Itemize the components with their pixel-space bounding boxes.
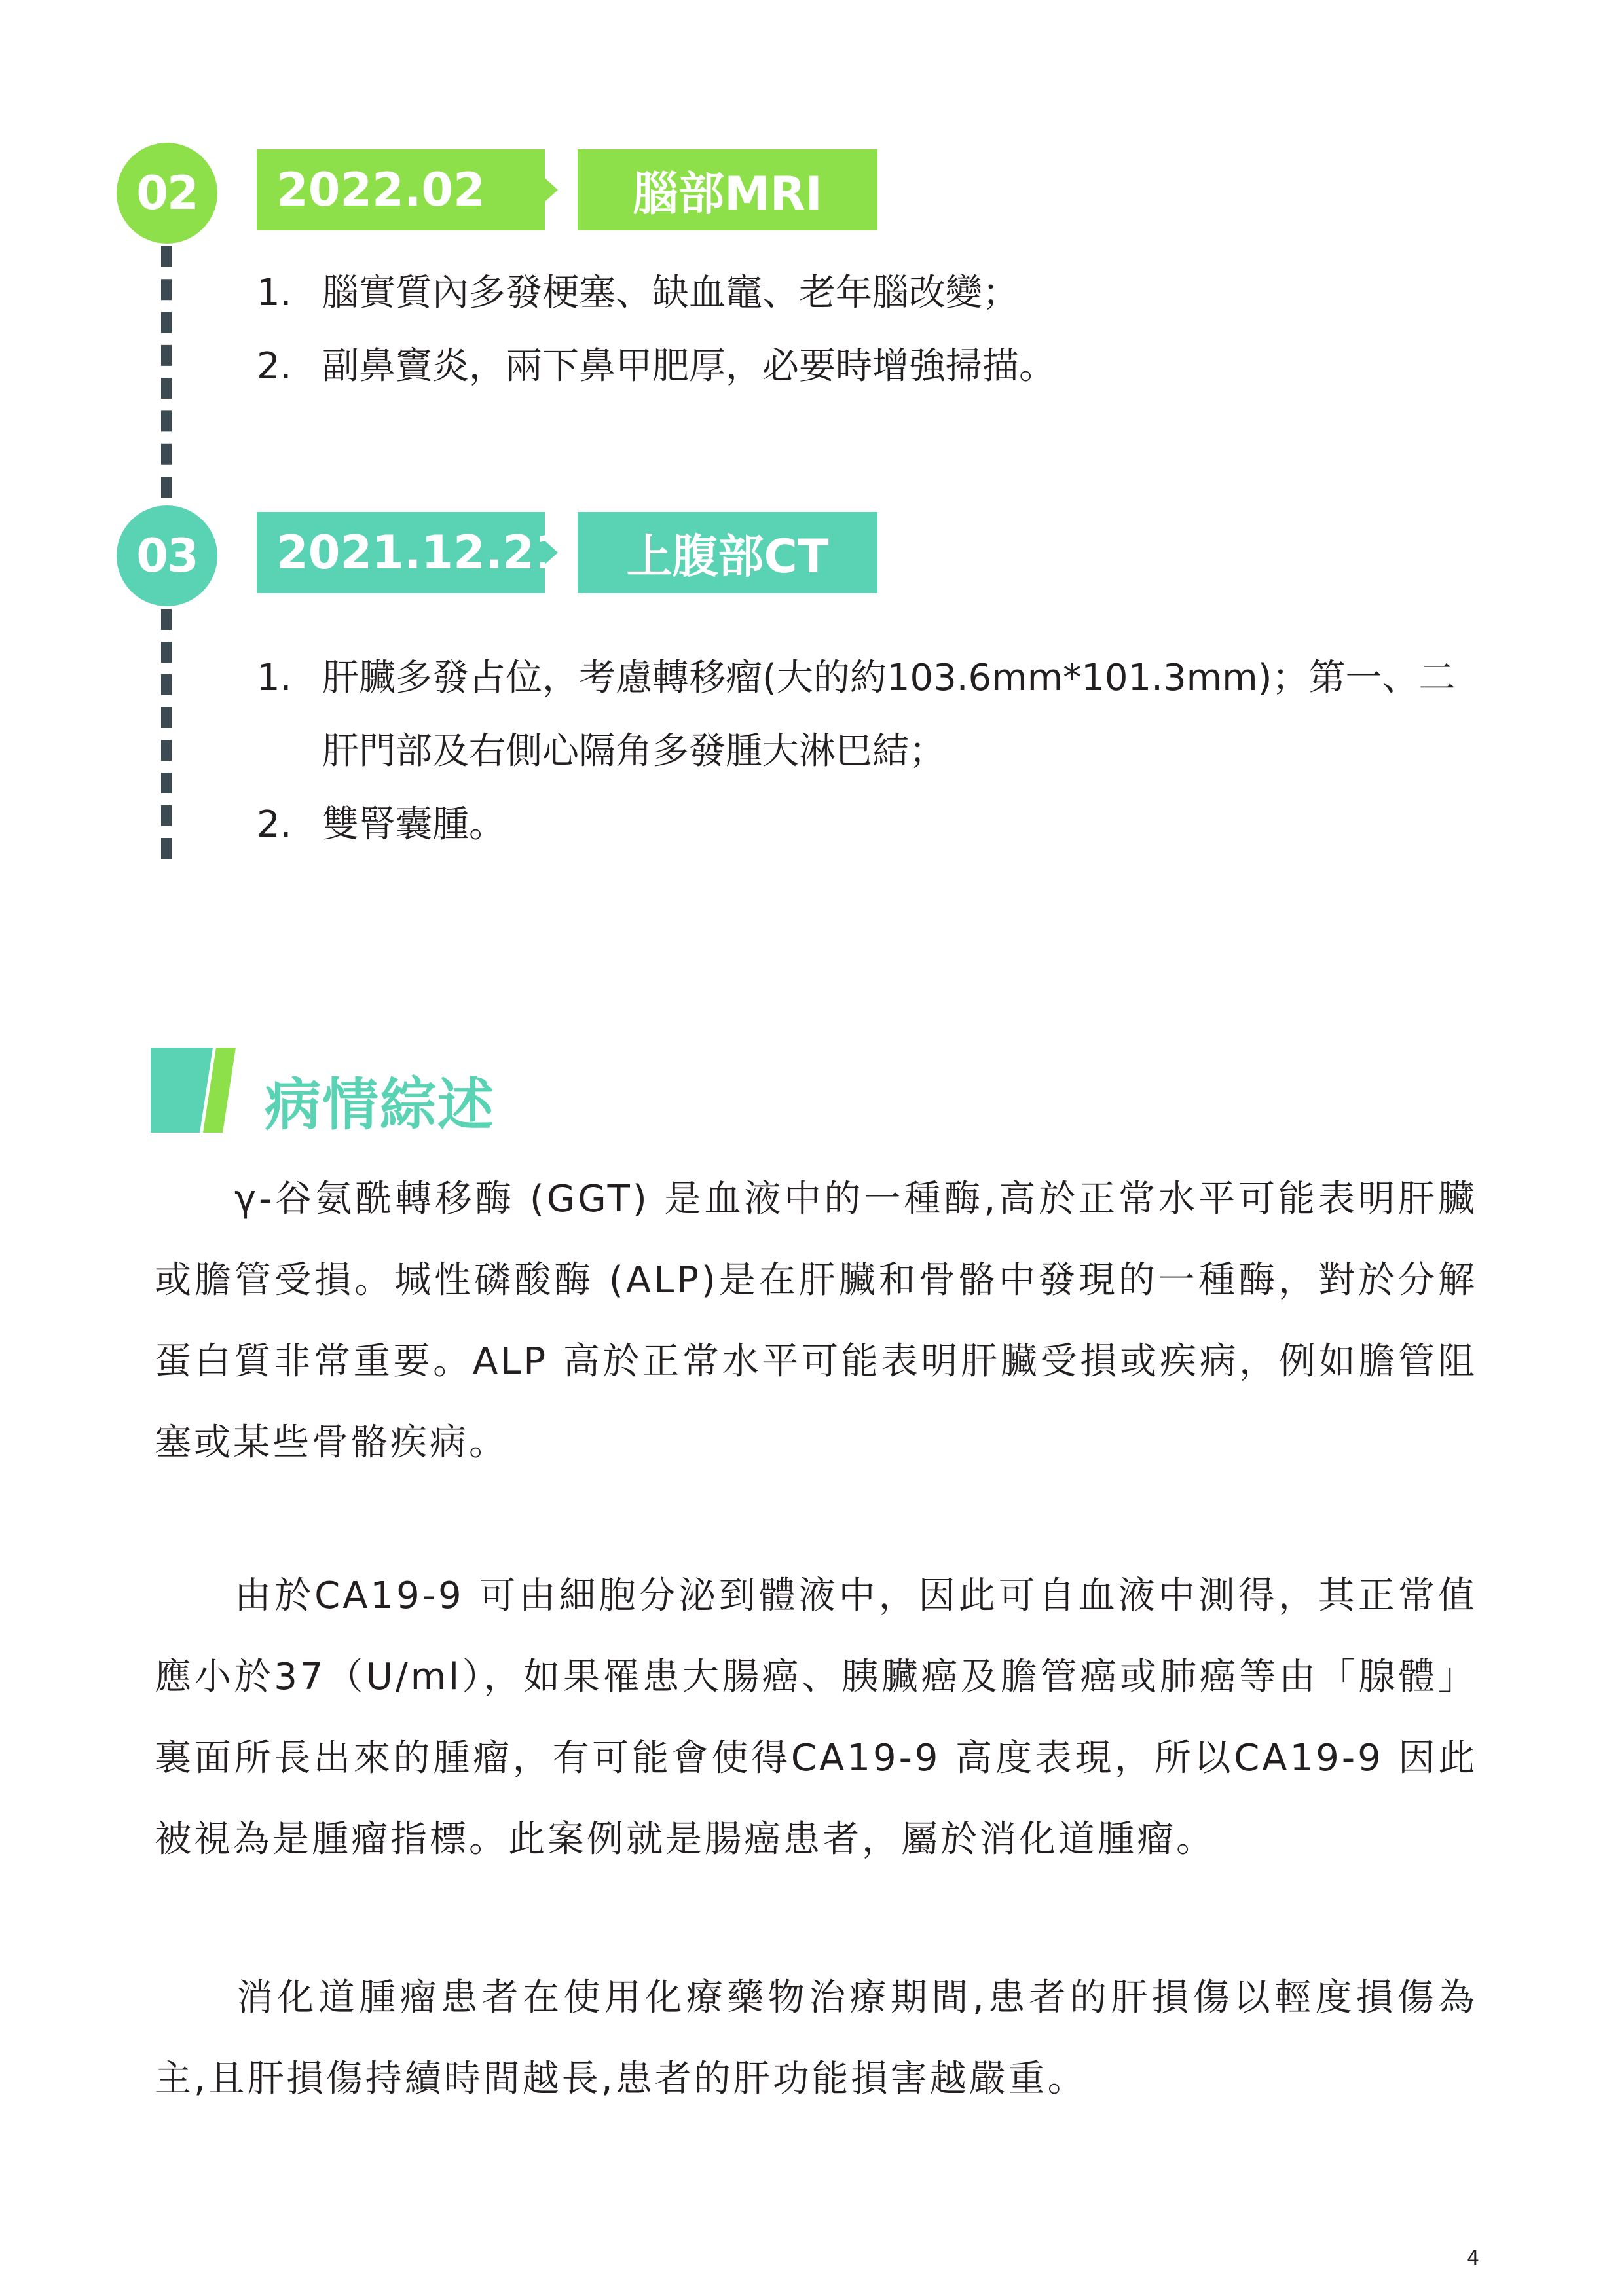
list-item-number: 1. <box>257 272 292 314</box>
step-number: 02 <box>136 166 198 220</box>
paragraph: 消化道腫瘤患者在使用化療藥物治療期間,患者的肝損傷以輕度損傷為主,且肝損傷持續時間越長,患者的肝功能損害越嚴重。 <box>155 1977 1477 2100</box>
list-item-number: 2. <box>257 345 292 388</box>
list-item-text: 腦實質內多發梗塞、缺血竈、老年腦改變； <box>322 272 1019 314</box>
exam-label: 上腹部CT <box>626 529 829 583</box>
arrow-right-icon <box>545 541 558 564</box>
list-item-text: 副鼻竇炎，兩下鼻甲肥厚，必要時增強掃描。 <box>322 345 1056 388</box>
timeline-connector <box>161 609 172 859</box>
step-date-box <box>257 149 545 230</box>
step-number: 03 <box>136 529 198 583</box>
arrow-right-icon <box>545 178 558 202</box>
step-date: 2022.02 <box>276 163 485 217</box>
exam-label-box <box>578 149 877 230</box>
list-item-text: 肝臟多發占位，考慮轉移瘤(大的約103.6mm*101.3mm)；第一、二肝門部及右側心隔角多發腫大淋巴結； <box>322 657 1456 773</box>
list-item <box>257 788 1475 862</box>
list-item-number: 1. <box>257 657 292 699</box>
step-number-badge <box>117 505 217 606</box>
step-number-badge <box>117 143 217 244</box>
section-accent-icon <box>151 1048 236 1133</box>
exam-label-box <box>578 512 877 593</box>
timeline-connector <box>161 246 172 498</box>
findings-list <box>257 642 1475 862</box>
accent-stripe-teal <box>151 1048 213 1133</box>
exam-label: 腦部MRI <box>633 166 822 221</box>
list-item <box>257 257 1501 330</box>
paragraph: γ-谷氨酰轉移酶 (GGT) 是血液中的一種酶,高於正常水平可能表明肝臟或膽管受損。堿性磷酸酶 (ALP)是在肝臟和骨骼中發現的一種酶，對於分解蛋白質非常重要。ALP 高於正常水平可能表明肝臟受損或疾病，例如膽管阻塞或某些骨骼疾病。 <box>155 1178 1477 1464</box>
step-date-box <box>257 512 566 593</box>
step-date: 2021.12.21 <box>276 526 566 579</box>
section-title: 病情綜述 <box>265 1072 495 1138</box>
list-item-text: 雙腎囊腫。 <box>322 803 506 846</box>
paragraph: 由於CA19-9 可由細胞分泌到體液中，因此可自血液中測得，其正常值應小於37（U/ml），如果罹患大腸癌、胰臟癌及膽管癌或肺癌等由「腺體」裏面所長出來的腫瘤，有可能會使得CA19-9 高度表現，所以CA19-9 因此被視為是腫瘤指標。此案例就是腸癌患者，屬於消化道腫瘤。 <box>155 1575 1477 1861</box>
page-number: 4 <box>1467 2247 1480 2270</box>
list-item-number: 2. <box>257 803 292 846</box>
list-item <box>257 642 1475 788</box>
list-item <box>257 330 1501 403</box>
findings-list <box>257 257 1501 403</box>
